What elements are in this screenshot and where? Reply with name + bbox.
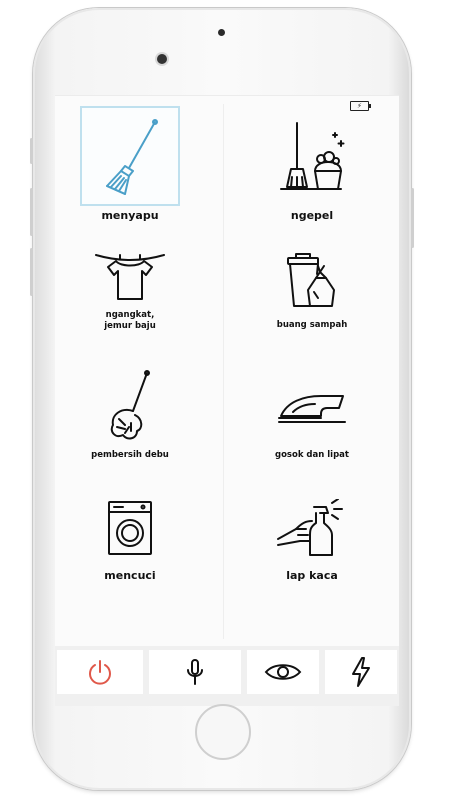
tile-lap-kaca-icon-box: [262, 491, 362, 566]
volume-up-button: [30, 188, 33, 236]
tile-label: pembersih debu: [91, 450, 169, 460]
tile-gosok-dan-lipat[interactable]: [237, 366, 387, 461]
microphone-icon: [185, 658, 205, 686]
washing-machine-icon: [105, 500, 155, 558]
tile-label: buang sampah: [276, 320, 348, 330]
tile-jemur-baju-icon-box: [80, 246, 180, 306]
microphone-button[interactable]: [149, 650, 241, 694]
home-button[interactable]: [195, 704, 251, 760]
tile-ngepel-icon-box: [262, 106, 362, 206]
tile-menyapu[interactable]: [55, 106, 205, 222]
lightning-icon: [350, 656, 372, 688]
tile-gosok-icon-box: [262, 366, 362, 446]
front-camera: [157, 54, 167, 64]
column-divider: [223, 104, 224, 639]
volume-down-button: [30, 248, 33, 296]
tile-label-line-1: ngangkat,: [105, 310, 155, 320]
tile-buang-sampah-icon-box: [262, 246, 362, 316]
lightning-button[interactable]: [325, 650, 397, 694]
feather-duster-icon: [99, 369, 161, 444]
tile-mencuci[interactable]: [55, 491, 205, 582]
tile-buang-sampah[interactable]: [237, 246, 387, 331]
mute-switch: [30, 138, 33, 164]
tile-label: mencuci: [104, 569, 156, 582]
tile-lap-kaca[interactable]: [237, 491, 387, 582]
power-icon: [87, 659, 113, 685]
spray-bottle-icon: [276, 499, 348, 559]
tile-label-line-2: jemur baju: [104, 321, 156, 331]
earpiece-dot: [218, 29, 225, 36]
tile-mencuci-icon-box: [80, 491, 180, 566]
battery-icon: ⚡: [350, 101, 369, 111]
eye-button[interactable]: [247, 650, 319, 694]
power-side-button: [411, 188, 414, 248]
power-button[interactable]: [57, 650, 143, 694]
mop-bucket-icon: [275, 119, 350, 194]
broom-icon: [95, 116, 165, 196]
bottom-action-bar: [55, 646, 399, 706]
tile-pembersih-debu-icon-box: [80, 366, 180, 446]
tile-menyapu-selection: [80, 106, 180, 206]
app-screen: [55, 95, 399, 706]
tile-label: lap kaca: [286, 569, 338, 582]
eye-icon: [264, 661, 302, 683]
tile-label: gosok dan lipat: [275, 450, 349, 460]
tile-label: menyapu: [101, 209, 159, 222]
trash-bin-icon: [282, 250, 342, 312]
tile-jemur-baju[interactable]: [55, 246, 205, 332]
laundry-line-icon: [94, 249, 166, 304]
tile-label: ngepel: [290, 209, 334, 222]
tile-ngepel[interactable]: [237, 106, 387, 222]
iron-icon: [277, 386, 347, 426]
tile-pembersih-debu[interactable]: [55, 366, 205, 461]
